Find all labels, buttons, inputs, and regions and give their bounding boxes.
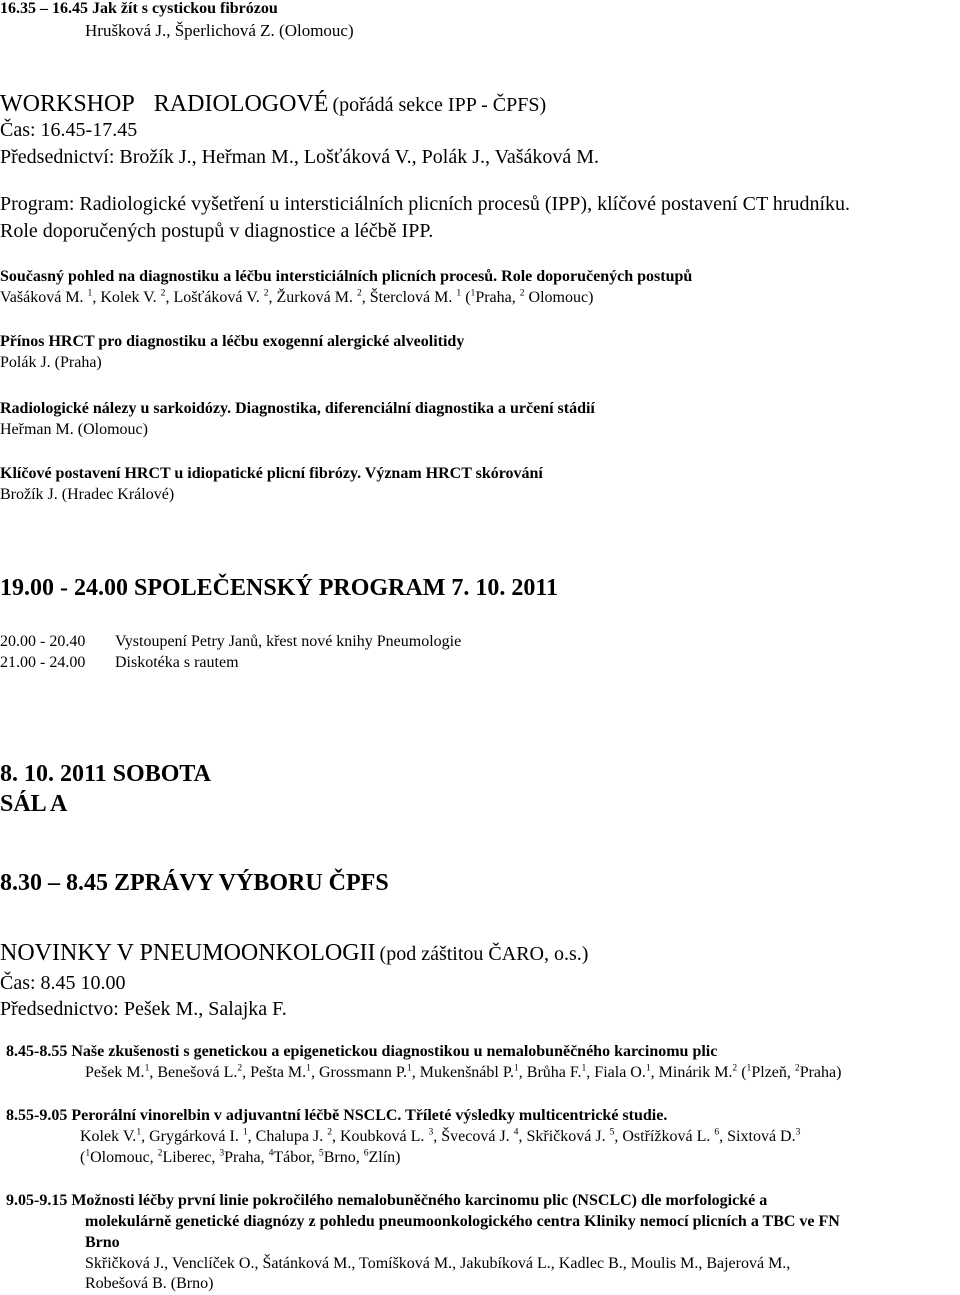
workshop-title: WORKSHOP RADIOLOGOVÉ: [0, 91, 329, 117]
cf-talk-title-line: [0, 0, 278, 18]
section-time: Čas: 8.45 10.00: [0, 972, 126, 994]
section-chairs: Předsednictvo: Pešek M., Salajka F.: [0, 998, 287, 1020]
talk-authors: Brožík J. (Hradec Králové): [0, 486, 175, 503]
talk-title-line: [6, 1107, 667, 1125]
talk-title: Možnosti léčby první linie pokročilého nemalobuněčného karcinomu plic (NSCLC) dle morfologické a: [71, 1192, 768, 1209]
talk-title: Perorální vinorelbin v adjuvantní léčbě NSCLC. Tříleté výsledky multicentrické studie.: [71, 1107, 668, 1124]
social-item-time: 21.00 - 24.00: [0, 654, 86, 671]
cf-time: 16.35 – 16.45: [0, 0, 88, 17]
talk-authors: Pešek M.$^1$, Benešová L.$^2$, Pešta M.$^1$, Grossmann P.$^1$, Mukenšnábl P.$^1$, Brůha F.$^1$, Fiala O.$^1$, Minárik M.$^2$ ($^1$Plzeň, $^2$Praha): [85, 1062, 842, 1081]
workshop-program-line1: Program: Radiologické vyšetření u intersticiálních plicních procesů (IPP), klíčové postavení CT hrudníku.: [0, 193, 851, 215]
talk-authors: Vašáková M. $^1$, Kolek V. $^2$, Lošťáková V. $^2$, Žurková M. $^2$, Šterclová M. $^1$ ($^1$Praha, $^2$ Olomouc): [0, 287, 594, 306]
talk-time: 9.05-9.15: [6, 1192, 68, 1209]
day-heading: 8. 10. 2011 SOBOTA: [0, 761, 211, 787]
talk-title: Přínos HRCT pro diagnostiku a léčbu exogenní alergické alveolitidy: [0, 333, 465, 350]
social-item-text: Diskotéka s rautem: [115, 654, 239, 671]
talk-authors: Skřičková J., Venclíček O., Šatánková M., Tomíšková M., Jakubíková L., Kadlec B., Moulis M., Bajerová M.,: [85, 1255, 791, 1272]
talk-title: Radiologické nálezy u sarkoidózy. Diagnostika, diferenciální diagnostika a určení stádií: [0, 400, 595, 417]
section-title: NOVINKY V PNEUMOONKOLOGII: [0, 940, 376, 966]
talk-affiliations: ($^1$Olomouc, $^2$Liberec, $^3$Praha, $^4$Tábor, $^5$Brno, $^6$Zlín): [80, 1147, 401, 1166]
talk-title: Naše zkušenosti s genetickou a epigenetickou diagnostikou u nemalobuněčného karcinomu plic: [71, 1043, 718, 1060]
talk-title-cont: molekulárně genetické diagnózy z pohledu pneumoonkologického centra Kliniky nemocí plicních a TBC ve FN: [85, 1213, 840, 1230]
section-sub: (pod záštitou ČARO, o.s.): [379, 943, 589, 965]
social-item: [0, 633, 960, 653]
talk-authors: Heřman M. (Olomouc): [0, 421, 148, 438]
social-item: [0, 654, 960, 674]
talk-title: Klíčové postavení HRCT u idiopatické plicní fibrózy. Význam HRCT skórování: [0, 465, 543, 482]
social-item-text: Vystoupení Petry Janů, křest nové knihy Pneumologie: [115, 633, 462, 650]
talk-title-line: [6, 1192, 767, 1210]
cf-title: Jak žít s cystickou fibrózou: [92, 0, 278, 17]
workshop-program-line2: Role doporučených postupů v diagnostice a léčbě IPP.: [0, 220, 434, 242]
talk-title-cont: Brno: [85, 1234, 120, 1251]
talk-time: 8.55-9.05: [6, 1107, 68, 1124]
talk-authors: Kolek V.$^1$, Grygárková I. $^1$, Chalupa J. $^2$, Koubková L. $^3$, Švecová J. $^4$, Skřičková J. $^5$, Ostřížková L. $^6$, Sixtová D.$^3$: [80, 1126, 801, 1145]
cf-authors: Hrušková J., Šperlichová Z. (Olomouc): [85, 21, 354, 40]
workshop-chairs: Předsednictví: Brožík J., Heřman M., Lošťáková V., Polák J., Vašáková M.: [0, 146, 600, 168]
workshop-time: Čas: 16.45-17.45: [0, 119, 138, 141]
workshop-heading: [0, 91, 546, 119]
committee-report-heading: 8.30 – 8.45 ZPRÁVY VÝBORU ČPFS: [0, 870, 389, 896]
talk-authors: Polák J. (Praha): [0, 354, 102, 371]
talk-authors-cont: Robešová B. (Brno): [85, 1275, 214, 1292]
hall-heading: SÁL A: [0, 791, 68, 817]
talk-time: 8.45-8.55: [6, 1043, 68, 1060]
social-heading: 19.00 - 24.00 SPOLEČENSKÝ PROGRAM 7. 10. 2011: [0, 575, 559, 601]
talk-title: Současný pohled na diagnostiku a léčbu intersticiálních plicních procesů. Role doporučených postupů: [0, 268, 693, 285]
section-heading: [0, 940, 588, 968]
workshop-organizer: (pořádá sekce IPP - ČPFS): [332, 94, 547, 116]
social-item-time: 20.00 - 20.40: [0, 633, 86, 650]
talk-title-line: [6, 1043, 717, 1061]
